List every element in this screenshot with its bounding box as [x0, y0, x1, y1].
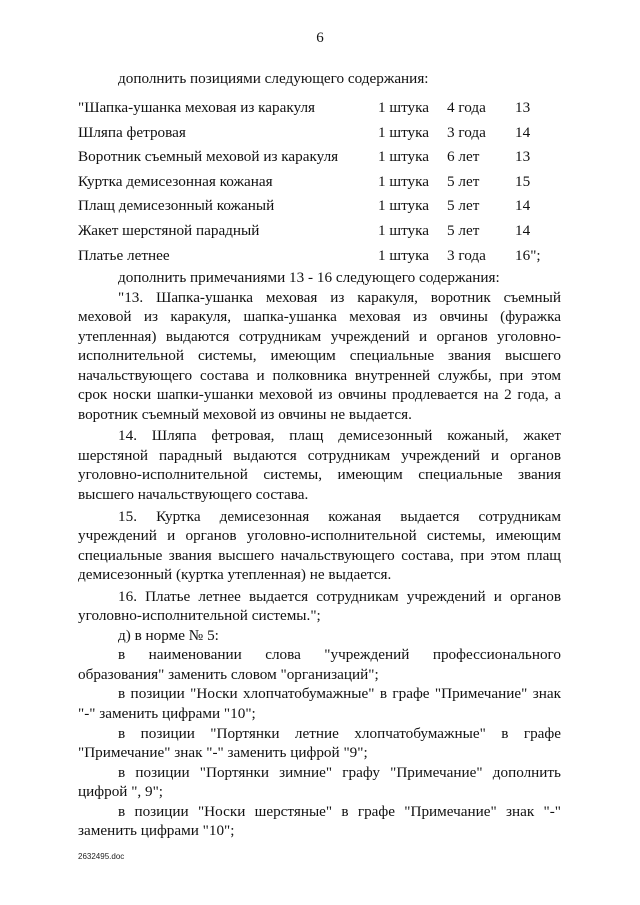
note-15-paragraph: 15. Куртка демисезонная кожаная выдается сотрудникам учреждений и органов уголовно-исполнительной системы, имеющим специальные звания высшего начальствующего состава, при этом плащ демисезонный (куртка утепленная) не выдается. — [78, 507, 561, 584]
position-quantity: 1 штука — [378, 148, 430, 166]
position-name: Плащ демисезонный кожаный — [78, 197, 275, 215]
position-name: Платье летнее — [78, 246, 170, 264]
position-row — [78, 121, 568, 146]
amendment-paragraph: в наименовании слова "учреждений профессионального образования" заменить словом "организаций"; — [78, 646, 561, 683]
position-term: 3 года — [447, 246, 486, 264]
position-quantity: 1 штука — [378, 221, 430, 239]
position-term: 5 лет — [447, 172, 480, 190]
note-14-paragraph: 14. Шляпа фетровая, плащ демисезонный кожаный, жакет шерстяной парадный выдаются сотрудникам учреждений и органов уголовно-исполнительной системы, имеющим специальные звания высшего начальствующего состава. — [78, 427, 561, 504]
position-row — [78, 170, 568, 195]
amendment-paragraph: в позиции "Носки шерстяные" в графе "Примечание" знак "-" заменить цифрами "10"; — [78, 802, 561, 840]
position-row — [78, 244, 568, 269]
intro-line: дополнить позициями следующего содержания: — [118, 70, 429, 87]
note-13-paragraph: "13. Шапка-ушанка меховая из каракуля, воротник съемный меховой из каракуля, шапка-ушанка меховая из овчины (фуражка утепленная) выдаются сотрудникам учреждений и органов уголовно-исполнительной системы, имеющим специальные звания высшего начальствующего состава и полковника внутренней службы, при этом срок носки шапки-ушанки меховой из овчины продлевается на 2 года, а воротник съемный меховой из овчины не выдается. — [78, 288, 561, 423]
position-quantity: 1 штука — [378, 123, 430, 141]
position-quantity: 1 штука — [378, 246, 430, 264]
position-note: 16"; — [515, 246, 541, 264]
amendment-paragraph: в позиции "Портянки летние хлопчатобумажные" в графе "Примечание" знак "-" заменить цифрой "9"; — [78, 724, 561, 762]
note-16-paragraph: 16. Платье летнее выдается сотрудникам учреждений и органов уголовно-исполнительной системы."; — [78, 587, 561, 625]
file-name-footer: 2632495.doc — [78, 852, 125, 861]
position-term: 3 года — [447, 123, 486, 141]
norm-5-paragraph: д) в норме № 5: — [118, 626, 219, 644]
positions-list — [78, 96, 568, 268]
page-number: 6 — [316, 30, 324, 46]
position-name: Воротник съемный меховой из каракуля — [78, 148, 339, 166]
position-name: Жакет шерстяной парадный — [78, 221, 260, 239]
position-row — [78, 96, 568, 121]
position-term: 5 лет — [447, 197, 480, 215]
position-note: 14 — [515, 123, 531, 141]
position-term: 5 лет — [447, 221, 480, 239]
position-row — [78, 145, 568, 170]
position-note: 14 — [515, 221, 531, 239]
position-term: 4 года — [447, 99, 486, 116]
position-note: 15 — [515, 172, 531, 190]
position-quantity: 1 штука — [378, 197, 430, 215]
position-name: Шляпа фетровая — [78, 123, 186, 141]
document-body — [78, 268, 561, 841]
amendment-paragraph: в позиции "Портянки зимние" графу "Примечание" дополнить цифрой ", 9"; — [78, 763, 561, 801]
position-row — [78, 194, 568, 219]
position-name: Куртка демисезонная кожаная — [78, 172, 273, 190]
position-note: 13 — [515, 99, 531, 116]
notes-intro-paragraph: дополнить примечаниями 13 - 16 следующего содержания: — [118, 269, 500, 286]
position-note: 13 — [515, 148, 531, 166]
position-row — [78, 219, 568, 244]
position-name: "Шапка-ушанка меховая из каракуля — [78, 99, 316, 116]
position-quantity: 1 штука — [378, 99, 430, 116]
position-term: 6 лет — [447, 148, 480, 166]
position-quantity: 1 штука — [378, 172, 430, 190]
position-note: 14 — [515, 197, 531, 215]
amendment-paragraph: в позиции "Носки хлопчатобумажные" в графе "Примечание" знак "-" заменить цифрами "10"; — [78, 685, 561, 723]
